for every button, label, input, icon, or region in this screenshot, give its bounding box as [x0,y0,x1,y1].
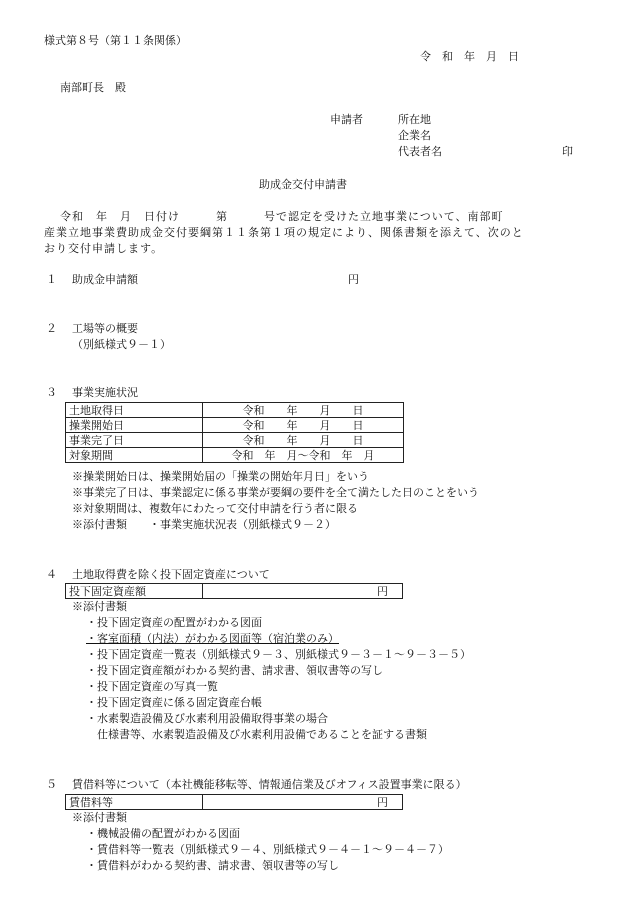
row-value[interactable]: 令和 年 月 日 [203,418,404,433]
list-item: ・賃借料がわかる契約書、請求書、領収書等の写し [86,859,339,872]
section-number: ４ [46,568,57,581]
status-table [65,402,404,463]
row-label: 対象期間 [66,448,203,463]
list-item: ・客室面積（内法）がわかる図面等（宿泊業のみ） [86,632,339,645]
row-label: 事業完了日 [66,433,203,448]
fixed-assets-table [65,583,403,599]
yen-unit: 円 [348,273,359,286]
body-line: 令和 年 月 日付け 第 号で認定を受けた立地事業について、南部町 [60,210,504,223]
note: ※操業開始日は、操業開始届の「操業の開始年月日」をいう [72,470,369,483]
list-item: ・機械設備の配置がわかる図面 [86,827,240,840]
row-value[interactable]: 令和 年 月～令和 年 月 [203,448,404,463]
attachments-heading: ※添付書類 [72,600,127,613]
table-row [66,403,404,418]
row-value[interactable]: 令和 年 月 日 [203,403,404,418]
row-label: 投下固定資産額 [66,584,203,599]
list-item: ・賃借料等一覧表（別紙様式９－４、別紙様式９－４－１～９－４－７） [86,843,449,856]
representative-label: 代表者名 [398,145,442,158]
row-value[interactable]: 令和 年 月 日 [203,433,404,448]
seal-mark: 印 [562,145,573,158]
list-item: ・投下固定資産額がわかる契約書、請求書、領収書等の写し [86,664,383,677]
section-title: 工場等の概要 [72,322,138,335]
section-number: ３ [46,386,57,399]
yen-unit[interactable]: 円 [203,795,403,810]
note: ※対象期間は、複数年にわたって交付申請を行う者に限る [72,502,358,515]
form-number: 様式第８号（第１１条関係） [44,34,187,47]
section-title: 事業実施状況 [72,386,138,399]
row-label: 操業開始日 [66,418,203,433]
addressee: 南部町長 殿 [60,81,126,94]
rent-table [65,794,403,810]
list-item: ・投下固定資産の写真一覧 [86,680,218,693]
table-row [66,433,404,448]
list-item: ・投下固定資産一覧表（別紙様式９－３、別紙様式９－３－１～９－３－５） [86,648,471,661]
address-label: 所在地 [398,113,431,126]
attachments-heading: ※添付書類 [72,811,127,824]
list-item: ・投下固定資産に係る固定資産台帳 [86,696,262,709]
table-row [66,418,404,433]
document-title: 助成金交付申請書 [259,178,347,191]
section-subtitle: （別紙様式９－１） [72,338,171,351]
row-label: 賃借料等 [66,795,203,810]
body-line: おり交付申請します。 [44,242,164,255]
row-label: 土地取得日 [66,403,203,418]
date-line: 令 和 年 月 日 [420,50,519,63]
section-title: 助成金申請額 [72,273,138,286]
list-item: ・投下固定資産の配置がわかる図面 [86,616,262,629]
table-row [66,795,403,810]
note: ※事業完了日は、事業認定に係る事業が要綱の要件を全て満たした日のことをいう [72,486,479,499]
section-number: ５ [46,778,57,791]
body-line: 産業立地事業費助成金交付要綱第１１条第１項の規定により、関係書類を添えて、次のと [44,226,524,239]
section-number: １ [46,273,57,286]
note: ※添付書類 ・事業実施状況表（別紙様式９－２） [72,518,336,531]
applicant-label: 申請者 [330,113,363,126]
yen-unit[interactable]: 円 [203,584,403,599]
company-label: 企業名 [398,129,431,142]
table-row [66,584,403,599]
list-item: 仕様書等、水素製造設備及び水素利用設備であることを証する書類 [97,728,427,741]
list-item: ・水素製造設備及び水素利用設備取得事業の場合 [86,712,328,725]
section-title: 土地取得費を除く投下固定資産について [72,568,270,581]
section-number: ２ [46,322,57,335]
table-row [66,448,404,463]
section-title: 賃借料等について（本社機能移転等、情報通信業及びオフィス設置事業に限る） [72,778,467,791]
